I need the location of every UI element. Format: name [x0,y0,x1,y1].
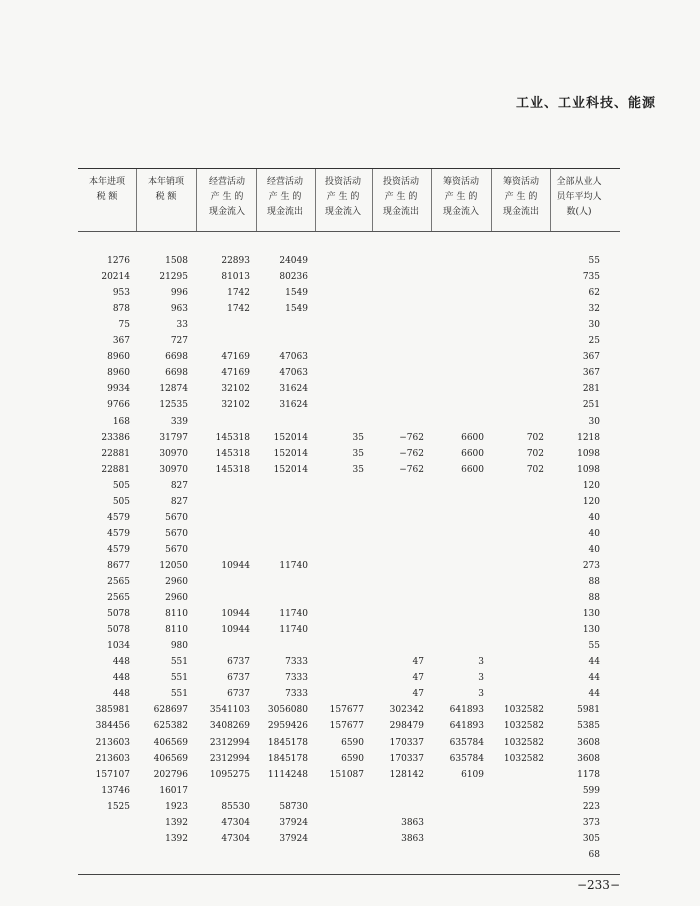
table-cell: −762 [399,448,424,459]
table-row [0,638,700,654]
table-cell: 3056080 [267,705,308,716]
page-number: −233− [576,878,620,892]
table-cell: 21295 [159,272,188,283]
table-cell: 88 [588,593,600,604]
table-cell: 727 [170,336,188,347]
table-cell: 16017 [159,785,188,796]
table-cell: 7333 [285,657,308,668]
table-cell: 281 [582,384,600,395]
table-row [0,397,700,413]
table-cell: 151087 [329,769,364,780]
table-cell: 641893 [449,705,484,716]
table-cell: 9766 [107,400,130,411]
table-cell: 40 [588,544,600,555]
table-cell: 1392 [165,833,188,844]
table-cell: 145318 [215,432,250,443]
table-cell: 85530 [221,801,250,812]
table-cell: 202796 [153,769,188,780]
table-cell: 11740 [279,609,308,620]
table-cell: 7333 [285,689,308,700]
table-cell: 152014 [273,448,308,459]
table-cell: 6698 [165,368,188,379]
table-cell: 35 [352,464,364,475]
table-cell: 3863 [401,833,424,844]
column-divider [491,169,492,231]
table-row [0,317,700,333]
table-cell: 170337 [389,753,424,764]
column-header: 全部从业人 员年平均人 数(人) [556,177,602,217]
table-cell: 1114248 [267,769,308,780]
table-cell: 213603 [95,753,130,764]
table-cell: 30970 [159,448,188,459]
table-cell: 702 [526,432,544,443]
column-divider [315,169,316,231]
table-row [0,767,700,783]
table-row [0,333,700,349]
table-cell: 980 [170,641,188,652]
column-divider [256,169,257,231]
table-cell: 10944 [221,609,250,620]
table-cell: 170337 [389,737,424,748]
table-cell: 80236 [279,272,308,283]
table-row [0,574,700,590]
column-header: 本年销项 税 额 [147,177,184,202]
table-cell: 1845178 [267,737,308,748]
table-row [0,606,700,622]
table-cell: 22881 [101,448,130,459]
table-cell: 385981 [95,705,130,716]
table-cell: 1098 [577,464,600,475]
table-cell: 22893 [221,256,250,266]
table-cell: 6600 [461,464,484,475]
table-cell: 128142 [389,769,424,780]
table-cell: 448 [112,657,130,668]
table-cell: 23386 [101,432,130,443]
table-cell: 2960 [165,577,188,587]
table-row [0,751,700,767]
table-cell: 2565 [107,593,130,604]
table-cell: 4579 [107,528,130,539]
table-row [0,478,700,494]
table-cell: 31624 [279,400,308,411]
table-cell: 2565 [107,577,130,587]
table-row [0,542,700,558]
table-cell: 6600 [461,448,484,459]
table-cell: 1098 [577,448,600,459]
column-divider [431,169,432,231]
table-cell: 75 [118,320,130,331]
table-cell: 47 [412,673,424,684]
table-cell: 8677 [107,560,130,571]
table-cell: 367 [582,352,600,363]
table-cell: 13746 [101,785,130,796]
table-cell: 5078 [107,609,130,620]
table-cell: 44 [588,657,600,668]
table-cell: 8110 [165,609,188,620]
table-cell: 448 [112,689,130,700]
table-cell: 37924 [279,833,308,844]
table-cell: 12874 [159,384,188,395]
table-cell: 8960 [107,368,130,379]
table-cell: 33 [176,320,188,331]
table-cell: 251 [582,400,600,411]
table-cell: 30 [588,416,600,427]
table-cell: 406569 [153,737,188,748]
table-cell: 223 [582,801,600,812]
table-row [0,847,700,863]
table-cell: 32102 [221,400,250,411]
section-title: 工业、工业科技、能源 [515,96,656,111]
table-row [0,799,700,815]
table-cell: 702 [526,448,544,459]
table-row [0,269,700,285]
table-cell: 406569 [153,753,188,764]
table-cell: 5385 [577,721,600,732]
table-row [0,735,700,751]
table-cell: 5670 [165,544,188,555]
table-cell: 1845178 [267,753,308,764]
table-cell: 3608 [577,737,600,748]
column-divider [196,169,197,231]
table-cell: 1034 [107,641,130,652]
table-cell: 625382 [153,721,188,732]
table-cell: 3 [478,673,484,684]
table-cell: 6590 [341,737,364,748]
table-cell: 6737 [227,689,250,700]
table-row [0,365,700,381]
table-cell: 5981 [577,705,600,716]
table-cell: 22881 [101,464,130,475]
footer-rule [78,874,620,875]
table-row [0,285,700,301]
table-cell: 551 [170,673,188,684]
table-cell: 6698 [165,352,188,363]
table-cell: 5078 [107,625,130,636]
table-cell: 10944 [221,560,250,571]
table-cell: 30 [588,320,600,331]
table-row [0,430,700,446]
table-row [0,301,700,317]
table-cell: 1392 [165,817,188,828]
table-row [0,654,700,670]
table-cell: 8110 [165,625,188,636]
table-cell: 3541103 [209,705,250,716]
table-cell: 120 [582,480,600,491]
table-cell: 2960 [165,593,188,604]
table-header [78,168,620,232]
table-cell: 35 [352,448,364,459]
table-cell: 40 [588,512,600,523]
table-cell: 130 [582,609,600,620]
table-row [0,815,700,831]
table-cell: 55 [588,256,600,266]
table-cell: 20214 [101,272,130,283]
table-cell: 35 [352,432,364,443]
table-row [0,558,700,574]
table-cell: 5670 [165,512,188,523]
table-cell: 3 [478,689,484,700]
table-cell: 12050 [159,560,188,571]
table-cell: 1923 [165,801,188,812]
table-cell: 2312994 [209,753,250,764]
table-row [0,590,700,606]
table-cell: 273 [582,560,600,571]
table-cell: 2959426 [267,721,308,732]
table-cell: 1549 [285,288,308,299]
table-cell: 130 [582,625,600,636]
table-cell: 5670 [165,528,188,539]
table-row [0,446,700,462]
table-cell: 551 [170,689,188,700]
column-header: 本年进项 税 额 [88,177,125,202]
table-cell: 6737 [227,657,250,668]
table-cell: 88 [588,577,600,587]
table-row [0,718,700,734]
table-cell: 996 [170,288,188,299]
table-cell: 373 [582,817,600,828]
table-cell: 635784 [449,753,484,764]
table-cell: 551 [170,657,188,668]
column-header: 筹资活动 产 生 的 现金流入 [442,177,479,217]
table-cell: 3863 [401,817,424,828]
table-row [0,831,700,847]
table-cell: 1095275 [209,769,250,780]
table-cell: 1032582 [503,705,544,716]
table-cell: 62 [588,288,600,299]
table-cell: 505 [112,496,130,507]
table-cell: 1525 [107,801,130,812]
table-cell: 6600 [461,432,484,443]
table-cell: 1218 [577,432,600,443]
table-cell: 157107 [95,769,130,780]
column-divider [550,169,551,231]
table-row [0,462,700,478]
table-cell: 6109 [461,769,484,780]
table-cell: 58730 [279,801,308,812]
table-cell: 44 [588,673,600,684]
table-cell: 953 [112,288,130,299]
table-cell: 55 [588,641,600,652]
table-cell: 31797 [159,432,188,443]
table-row [0,253,700,269]
table-row [0,670,700,686]
table-row [0,381,700,397]
table-cell: 32102 [221,384,250,395]
table-cell: 635784 [449,737,484,748]
table-cell: 47304 [221,817,250,828]
table-cell: 1742 [227,288,250,299]
table-cell: 47 [412,657,424,668]
column-divider [136,169,137,231]
table-cell: 305 [582,833,600,844]
table-cell: 44 [588,689,600,700]
table-cell: 11740 [279,560,308,571]
table-cell: 6737 [227,673,250,684]
table-cell: 1276 [107,256,130,266]
table-cell: 30970 [159,464,188,475]
table-cell: 384456 [95,721,130,732]
table-cell: 1178 [577,769,600,780]
table-cell: 47063 [279,368,308,379]
table-cell: 599 [582,785,600,796]
table-cell: 1549 [285,304,308,315]
table-cell: 31624 [279,384,308,395]
table-cell: 47063 [279,352,308,363]
table-cell: 505 [112,480,130,491]
table-cell: 81013 [221,272,250,283]
table-cell: 37924 [279,817,308,828]
table-row [0,349,700,365]
table-cell: −762 [399,464,424,475]
table-cell: 12535 [159,400,188,411]
table-row [0,526,700,542]
table-cell: 8960 [107,352,130,363]
column-header: 投资活动 产 生 的 现金流出 [382,177,419,217]
table-cell: 157677 [329,705,364,716]
table-cell: 641893 [449,721,484,732]
table-cell: 145318 [215,464,250,475]
table-cell: 1032582 [503,721,544,732]
table-cell: 963 [170,304,188,315]
table-cell: 47169 [221,352,250,363]
table-row [0,686,700,702]
column-divider [372,169,373,231]
table-cell: 40 [588,528,600,539]
table-row [0,702,700,718]
table-cell: 735 [582,272,600,283]
table-cell: 168 [112,416,130,427]
table-cell: 4579 [107,544,130,555]
table-cell: 339 [170,416,188,427]
table-cell: 3408269 [209,721,250,732]
table-row [0,622,700,638]
table-cell: 47169 [221,368,250,379]
table-cell: 152014 [273,432,308,443]
table-cell: 1742 [227,304,250,315]
table-cell: 3 [478,657,484,668]
table-cell: 68 [588,849,600,860]
table-cell: 24049 [279,256,308,266]
table-cell: 2312994 [209,737,250,748]
table-cell: 157677 [329,721,364,732]
table-cell: 4579 [107,512,130,523]
column-header: 投资活动 产 生 的 现金流入 [324,177,361,217]
table-cell: 11740 [279,625,308,636]
table-cell: 878 [112,304,130,315]
table-cell: 145318 [215,448,250,459]
table-cell: 10944 [221,625,250,636]
table-cell: 827 [170,496,188,507]
table-cell: 448 [112,673,130,684]
table-cell: 6590 [341,753,364,764]
table-cell: 3608 [577,753,600,764]
table-cell: 7333 [285,673,308,684]
table-cell: 25 [588,336,600,347]
table-cell: 32 [588,304,600,315]
table-cell: 302342 [389,705,424,716]
table-row [0,414,700,430]
table-cell: 1032582 [503,753,544,764]
table-cell: 47 [412,689,424,700]
table-cell: 298479 [389,721,424,732]
table-cell: 827 [170,480,188,491]
table-cell: 628697 [153,705,188,716]
table-row [0,510,700,526]
column-header: 经营活动 产 生 的 现金流入 [208,177,245,217]
table-row [0,494,700,510]
table-cell: 120 [582,496,600,507]
table-cell: 367 [112,336,130,347]
table-row [0,783,700,799]
table-cell: 1508 [165,256,188,266]
table-cell: −762 [399,432,424,443]
table-cell: 9934 [107,384,130,395]
table-cell: 152014 [273,464,308,475]
table-cell: 1032582 [503,737,544,748]
table-cell: 702 [526,464,544,475]
table-cell: 213603 [95,737,130,748]
column-header: 经营活动 产 生 的 现金流出 [266,177,303,217]
column-header: 筹资活动 产 生 的 现金流出 [502,177,539,217]
table-cell: 367 [582,368,600,379]
table-cell: 47304 [221,833,250,844]
